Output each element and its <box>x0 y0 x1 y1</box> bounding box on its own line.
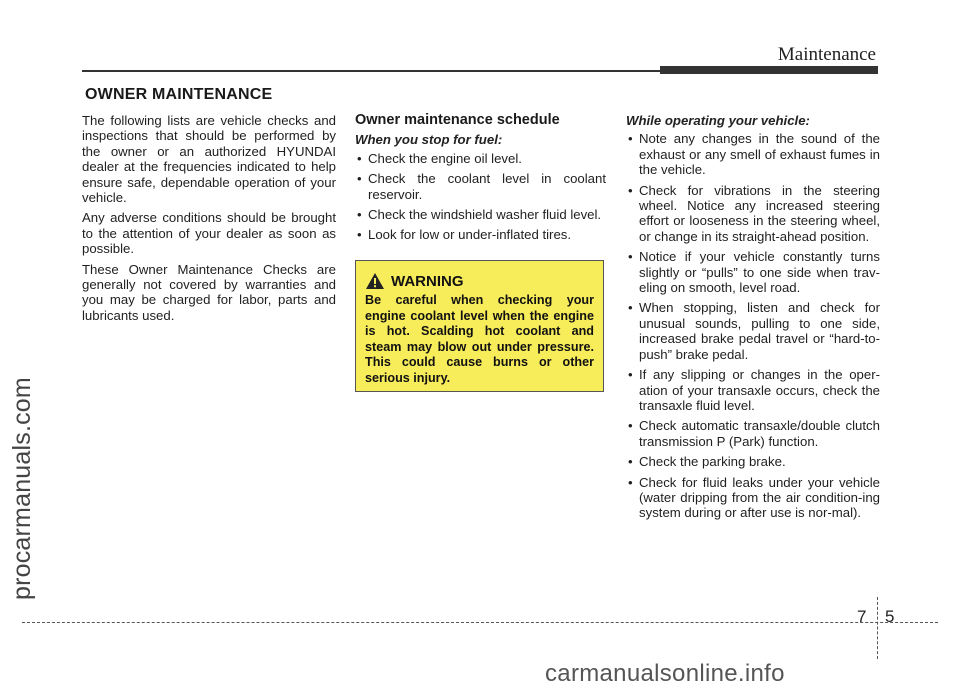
side-watermark: procarmanuals.com <box>8 377 36 600</box>
fuel-stop-list <box>355 151 606 243</box>
schedule-heading: Owner maintenance schedule <box>355 112 560 128</box>
fuel-stop-subheading: When you stop for fuel: <box>355 132 503 148</box>
list-item: • Look for low or under-inflated tires. <box>355 227 606 242</box>
list-item: • If any slipping or changes in the oper-ation of your transaxle occurs, check the transaxle fluid level. <box>626 367 880 413</box>
intro-paragraph: Any adverse conditions should be brought to the attention of your dealer as soon as possible. <box>82 210 336 257</box>
warning-header <box>365 272 594 290</box>
list-item: • Check the coolant level in coolant reservoir. <box>355 171 606 202</box>
warning-triangle-icon <box>365 272 385 290</box>
section-title: OWNER MAINTENANCE <box>85 86 273 103</box>
bottom-watermark: carmanualsonline.info <box>545 660 785 687</box>
header-bar <box>660 66 878 74</box>
list-item: • Check the windshield washer fluid level. <box>355 207 606 222</box>
operating-column <box>626 113 880 526</box>
list-item: • Check the parking brake. <box>626 454 880 469</box>
warning-box <box>355 260 604 392</box>
header-rule <box>82 70 660 72</box>
intro-paragraph: The following lists are vehicle checks and inspections that should be performed by the owner or an authorized HYUNDAI dealer at the frequencies indicated to help ensure safe, dependable operation of your vehicle. <box>82 113 336 206</box>
page-number: 5 <box>885 607 895 626</box>
header-title: Maintenance <box>777 44 876 65</box>
list-item: • When stopping, listen and check for unusual sounds, pulling to one side, increased brake pedal travel or “hard-to-push” brake pedal. <box>626 300 880 362</box>
list-item: • Note any changes in the sound of the exhaust or any smell of exhaust fumes in the vehicle. <box>626 131 880 177</box>
operating-list <box>626 131 880 520</box>
list-item: • Check for fluid leaks under your vehicle (water dripping from the air condition-ing system during or after use is nor-mal). <box>626 475 880 521</box>
warning-label: WARNING <box>391 272 464 290</box>
chapter-number: 7 <box>857 607 867 626</box>
schedule-column <box>355 113 606 248</box>
list-item: • Check the engine oil level. <box>355 151 606 166</box>
warning-text: Be careful when checking your engine coolant level when the engine is hot. Scalding hot coolant and steam may blow out under pressure. This could cause burns or other serious injury. <box>365 293 594 385</box>
list-item: • Check automatic transaxle/double clutch transmission P (Park) function. <box>626 418 880 449</box>
footer-vertical-divider <box>877 597 878 659</box>
list-item: • Check for vibrations in the steering wheel. Notice any increased steering effort or looseness in the steering wheel, or change in its straight-ahead position. <box>626 183 880 245</box>
footer-dashed-rule <box>22 622 938 623</box>
operating-subheading: While operating your vehicle: <box>626 113 810 128</box>
intro-paragraph: These Owner Maintenance Checks are generally not covered by warranties and you may be charged for labor, parts and lubricants used. <box>82 261 336 323</box>
intro-column <box>82 113 336 328</box>
list-item: • Notice if your vehicle constantly turns slightly or “pulls” to one side when trav-eling on smooth, level road. <box>626 249 880 295</box>
